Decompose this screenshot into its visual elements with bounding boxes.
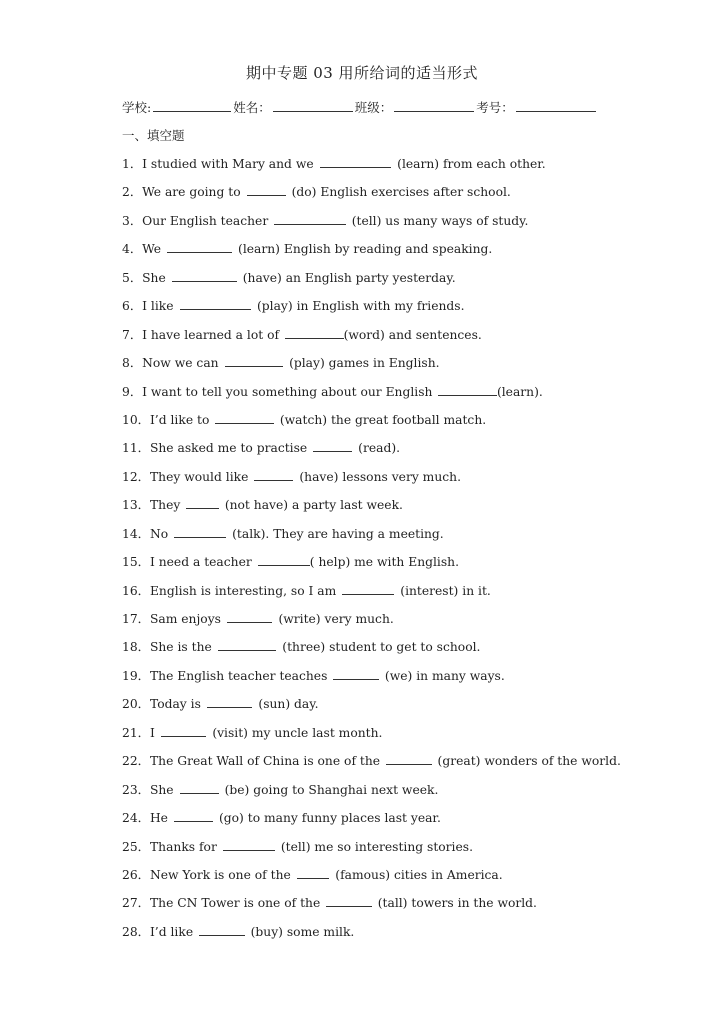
answer-blank[interactable] <box>313 439 352 452</box>
question-text-after: (famous) cities in America. <box>335 867 503 882</box>
question-number: 13． <box>122 498 150 513</box>
question-text-after: (play) in English with my friends. <box>257 299 465 314</box>
question-text-after: (write) very much. <box>278 612 394 626</box>
answer-blank[interactable] <box>386 752 432 765</box>
question-text-after: (talk). They are having a meeting. <box>232 526 444 541</box>
question-item <box>122 809 682 837</box>
question-item <box>122 525 682 553</box>
question-number: 2． <box>122 185 143 200</box>
question-text-after: (do) English exercises after school. <box>291 185 511 200</box>
answer-blank[interactable] <box>174 525 226 538</box>
question-number: 7． <box>122 327 143 342</box>
question-text-after: (we) in many ways. <box>384 668 505 683</box>
name-blank[interactable] <box>273 99 353 112</box>
question-number: 6． <box>122 299 143 314</box>
answer-blank[interactable] <box>218 638 277 651</box>
section-heading: 一、填空题 <box>122 128 185 143</box>
number-label: 考号： <box>476 100 514 115</box>
answer-blank[interactable] <box>438 383 497 396</box>
question-text-after: (learn). <box>496 384 543 399</box>
question-item <box>122 894 682 922</box>
question-item <box>122 212 682 240</box>
question-text-after: (not have) a party last week. <box>224 498 403 513</box>
question-text-after: (have) an English party yesterday. <box>242 270 456 285</box>
question-item <box>122 553 682 581</box>
question-text-after: (tall) towers in the world. <box>377 896 537 911</box>
question-item <box>122 326 682 354</box>
question-item <box>122 781 682 809</box>
question-number: 12． <box>122 469 150 484</box>
question-text-after: (buy) some milk. <box>250 924 355 939</box>
school-label: 学校: <box>122 100 152 115</box>
answer-blank[interactable] <box>285 326 344 339</box>
question-number: 24． <box>122 811 150 826</box>
question-text-before: She <box>142 270 166 285</box>
question-text-after: (great) wonders of the world. <box>437 754 621 769</box>
question-text-before: I like <box>142 299 174 314</box>
question-text-after: (go) to many funny places last year. <box>218 811 441 826</box>
question-text-after: (read). <box>358 441 401 456</box>
question-text-after: (watch) the great football match. <box>279 412 487 427</box>
question-number: 21． <box>122 725 150 740</box>
question-text-before: He <box>149 811 168 826</box>
question-item <box>122 724 682 752</box>
question-text-before: Our English teacher <box>142 213 269 228</box>
question-item <box>122 838 682 866</box>
question-number: 8． <box>122 356 143 371</box>
question-item <box>122 183 682 211</box>
question-text-before: She is the <box>149 640 212 655</box>
question-text-before: I want to tell you something about our English <box>142 384 433 399</box>
question-text-before: Today is <box>149 697 201 712</box>
question-text-after: (word) and sentences. <box>343 327 482 342</box>
question-item <box>122 496 682 524</box>
answer-blank[interactable] <box>247 183 286 196</box>
question-number: 11． <box>122 441 150 456</box>
name-label: 姓名： <box>233 100 271 115</box>
question-text-after: (tell) me so interesting stories. <box>280 839 473 854</box>
question-text-after: (learn) from each other. <box>397 157 546 171</box>
answer-blank[interactable] <box>333 667 379 680</box>
answer-blank[interactable] <box>172 269 237 282</box>
question-number: 14． <box>122 526 150 541</box>
answer-blank[interactable] <box>227 610 273 623</box>
question-text-after: ( help) me with English. <box>309 555 459 570</box>
question-text-before: English is interesting, so I am <box>149 583 337 598</box>
question-item <box>122 439 682 467</box>
answer-blank[interactable] <box>174 809 213 822</box>
school-blank[interactable] <box>153 99 231 112</box>
question-text-before: I need a teacher <box>149 555 252 570</box>
answer-blank[interactable] <box>223 838 275 851</box>
answer-blank[interactable] <box>199 923 245 936</box>
question-item <box>122 155 682 183</box>
question-text-after: (tell) us many ways of study. <box>351 213 529 228</box>
question-item <box>122 752 682 780</box>
question-text-before: No <box>149 526 169 541</box>
question-text-after: (visit) my uncle last month. <box>212 725 383 740</box>
answer-blank[interactable] <box>297 866 330 879</box>
question-text-before: Thanks for <box>149 839 217 854</box>
question-number: 22． <box>122 754 150 769</box>
question-text-before: I <box>149 725 155 740</box>
answer-blank[interactable] <box>225 354 284 367</box>
question-item <box>122 695 682 723</box>
answer-blank[interactable] <box>167 240 232 253</box>
question-item <box>122 269 682 297</box>
answer-blank[interactable] <box>274 212 346 225</box>
question-text-before: They <box>149 498 181 513</box>
question-number: 4． <box>122 242 143 257</box>
question-number: 5． <box>122 270 143 285</box>
question-number: 3． <box>122 213 143 228</box>
question-text-before: Now we can <box>142 356 219 371</box>
question-text-before: She <box>149 782 174 797</box>
question-text-before: She asked me to practise <box>149 441 308 456</box>
question-number: 23． <box>122 782 150 797</box>
question-item <box>122 610 682 638</box>
question-text-after: (play) games in English. <box>289 356 440 371</box>
question-text-before: We are going to <box>142 185 241 200</box>
question-text-before: They would like <box>149 469 249 484</box>
question-text-after: (three) student to get to school. <box>282 640 481 655</box>
answer-blank[interactable] <box>161 724 207 737</box>
answer-blank[interactable] <box>180 781 219 794</box>
question-item <box>122 411 682 439</box>
question-number: 18． <box>122 640 150 655</box>
answer-blank[interactable] <box>207 695 253 708</box>
question-number: 17． <box>122 612 150 626</box>
question-number: 1． <box>122 157 143 171</box>
question-item <box>122 923 682 951</box>
question-number: 27． <box>122 896 150 911</box>
question-number: 9． <box>122 384 143 399</box>
question-text-after: (interest) in it. <box>400 583 491 598</box>
answer-blank[interactable] <box>258 553 310 566</box>
question-item <box>122 582 682 610</box>
question-text-before: I’d like <box>149 924 194 939</box>
number-blank[interactable] <box>516 99 596 112</box>
question-text-after: (learn) English by reading and speaking. <box>238 242 493 257</box>
question-text-before: I studied with Mary and we <box>142 157 314 171</box>
answer-blank[interactable] <box>326 894 372 907</box>
question-number: 16． <box>122 583 150 598</box>
page-title: 期中专题 03 用所给词的适当形式 <box>245 64 479 82</box>
answer-blank[interactable] <box>254 468 293 481</box>
class-blank[interactable] <box>394 99 474 112</box>
question-number: 10． <box>122 412 150 427</box>
question-number: 19． <box>122 668 150 683</box>
question-item <box>122 638 682 666</box>
answer-blank[interactable] <box>180 297 252 310</box>
answer-blank[interactable] <box>215 411 274 424</box>
question-item <box>122 383 682 411</box>
question-number: 15． <box>122 555 150 570</box>
question-list <box>122 155 682 951</box>
class-label: 班级： <box>354 100 393 115</box>
answer-blank[interactable] <box>342 582 394 595</box>
question-item <box>122 297 682 325</box>
question-text-before: The English teacher teaches <box>149 668 328 683</box>
question-item <box>122 866 682 894</box>
question-text-after: (be) going to Shanghai next week. <box>224 782 439 797</box>
question-number: 20． <box>122 697 150 712</box>
question-text-before: I have learned a lot of <box>142 327 280 342</box>
question-item <box>122 240 682 268</box>
question-text-before: Sam enjoys <box>149 612 221 626</box>
question-number: 28． <box>122 924 150 939</box>
question-text-before: The CN Tower is one of the <box>149 896 321 911</box>
answer-blank[interactable] <box>186 496 219 509</box>
question-text-before: We <box>142 242 162 257</box>
question-item <box>122 468 682 496</box>
answer-blank[interactable] <box>320 155 392 168</box>
question-text-after: (have) lessons very much. <box>299 469 461 484</box>
question-text-before: The Great Wall of China is one of the <box>149 754 381 769</box>
question-number: 25． <box>122 839 150 854</box>
question-text-before: I’d like to <box>149 412 210 427</box>
question-text-before: New York is one of the <box>149 867 291 882</box>
question-item <box>122 667 682 695</box>
question-text-after: (sun) day. <box>258 697 319 712</box>
question-item <box>122 354 682 382</box>
student-info-line <box>122 98 598 116</box>
question-number: 26． <box>122 867 150 882</box>
